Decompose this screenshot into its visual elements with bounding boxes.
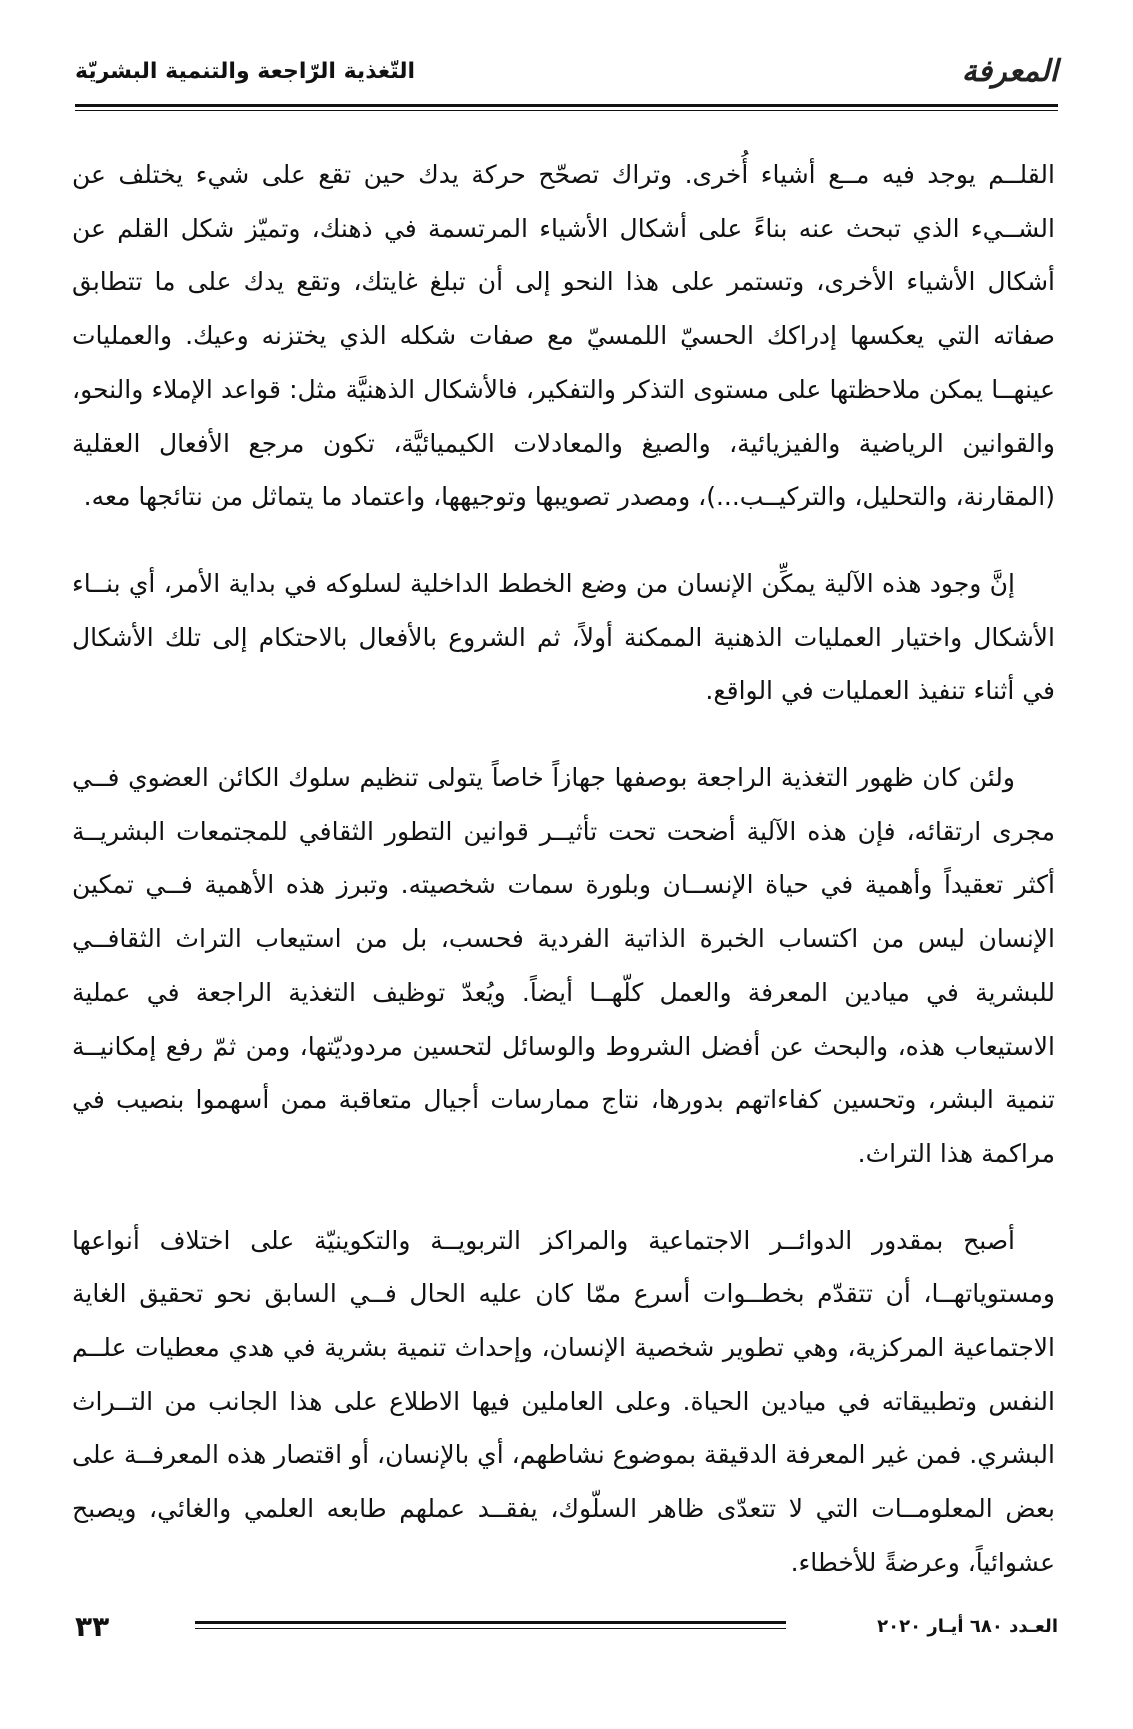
paragraph-1: القلــم يوجد فيه مــع أشياء أُخرى. وتراك تصحّح حركة يدك حين تقع على شيء يختلف عن الشــيء الذي تبحث عنه بناءً على أشكال الأشياء المرتسمة في ذهنك، وتميّز شكل القلم عن أشكال الأشياء الأخرى، وتستمر على هذا النحو إلى أن تبلغ غايتك، وتقع يدك على ما تتطابق صفاته التي يعكسها إدراكك الحسيّ اللمسيّ مع صفات شكله الذي يختزنه وعيك. والعمليات عينهــا يمكن ملاحظتها على مستوى التذكر والتفكير، فالأشكال الذهنيَّة مثل: قواعد الإملاء والنحو، والقوانين الرياضية والفيزيائية، والصيغ والمعادلات الكيميائيَّة، تكون مرجع الأفعال العقلية (المقارنة، والتحليل، والتركيــب...)، ومصدر تصويبها وتوجيهها، واعتماد ما يتماثل من نتائجها معه.	[72, 160, 1055, 512]
paragraph-2: إنَّ وجود هذه الآلية يمكِّن الإنسان من وضع الخطط الداخلية لسلوكه في بداية الأمر، أي بنــاء الأشكال واختيار العمليات الذهنية الممكنة أولاً، ثم الشروع بالأفعال بالاحتكام إلى تلك الأشكال في أثناء تنفيذ العمليات في الواقع.	[72, 568, 1055, 706]
running-title: التّغذية الرّاجعة والتنمية البشريّة	[75, 58, 416, 84]
paragraph-3: ولئن كان ظهور التغذية الراجعة بوصفها جهازاً خاصاً يتولى تنظيم سلوك الكائن العضوي فــي مجرى ارتقائه، فإن هذه الآلية أضحت تحت تأثيــر قوانين التطور الثقافي للمجتمعات البشريــة أكثر تعقيداً وأهمية في حياة الإنســان وبلورة سمات شخصيته. وتبرز هذه الأهمية فــي تمكين الإنسان ليس من اكتساب الخبرة الذاتية الفردية فحسب، بل من استيعاب التراث الثقافــي للبشرية في ميادين المعرفة والعمل كلّهــا أيضاً. ويُعدّ توظيف التغذية الراجعة في عملية الاستيعاب هذه، والبحث عن أفضل الشروط والوسائل لتحسين مردوديّتها، ومن ثمّ رفع إمكانيــة تنمية البشر، وتحسين كفاءاتهم بدورها، نتاج ممارسات أجيال متعاقبة ممن أسهموا بنصيب في مراكمة هذا التراث.	[72, 763, 1055, 1168]
footer-rule-thick	[195, 1621, 786, 1624]
magazine-logo: المعرفة	[961, 53, 1058, 89]
page-header	[75, 40, 1058, 102]
header-rule-thin	[75, 110, 1058, 111]
article-body	[72, 148, 1055, 1623]
header-rule-thick	[75, 104, 1058, 107]
page-footer	[75, 1612, 1058, 1652]
issue-info: العـدد ٦٨٠ أيـار ٢٠٢٠	[877, 1616, 1058, 1637]
footer-rule-thin	[195, 1628, 786, 1629]
paragraph-4: أصبح بمقدور الدوائــر الاجتماعية والمراكز التربويــة والتكوينيّة على اختلاف أنواعها ومستوياتهــا، أن تتقدّم بخطــوات أسرع ممّا كان عليه الحال فــي السابق نحو تحقيق الغاية الاجتماعية المركزية، وهي تطوير شخصية الإنسان، وإحداث تنمية بشرية في هدي معطيات علــم النفس وتطبيقاته في ميادين الحياة. وعلى العاملين فيها الاطلاع على هذا الجانب من التــراث البشري. فمن غير المعرفة الدقيقة بموضوع نشاطهم، أي بالإنسان، أو اقتصار هذه المعرفــة على بعض المعلومــات التي لا تتعدّى ظاهر السلّوك، يفقــد عملهم طابعه العلمي والغائي، ويصبح عشوائياً، وعرضةً للأخطاء.	[72, 1225, 1055, 1577]
page-number: ٣٣	[75, 1610, 110, 1643]
